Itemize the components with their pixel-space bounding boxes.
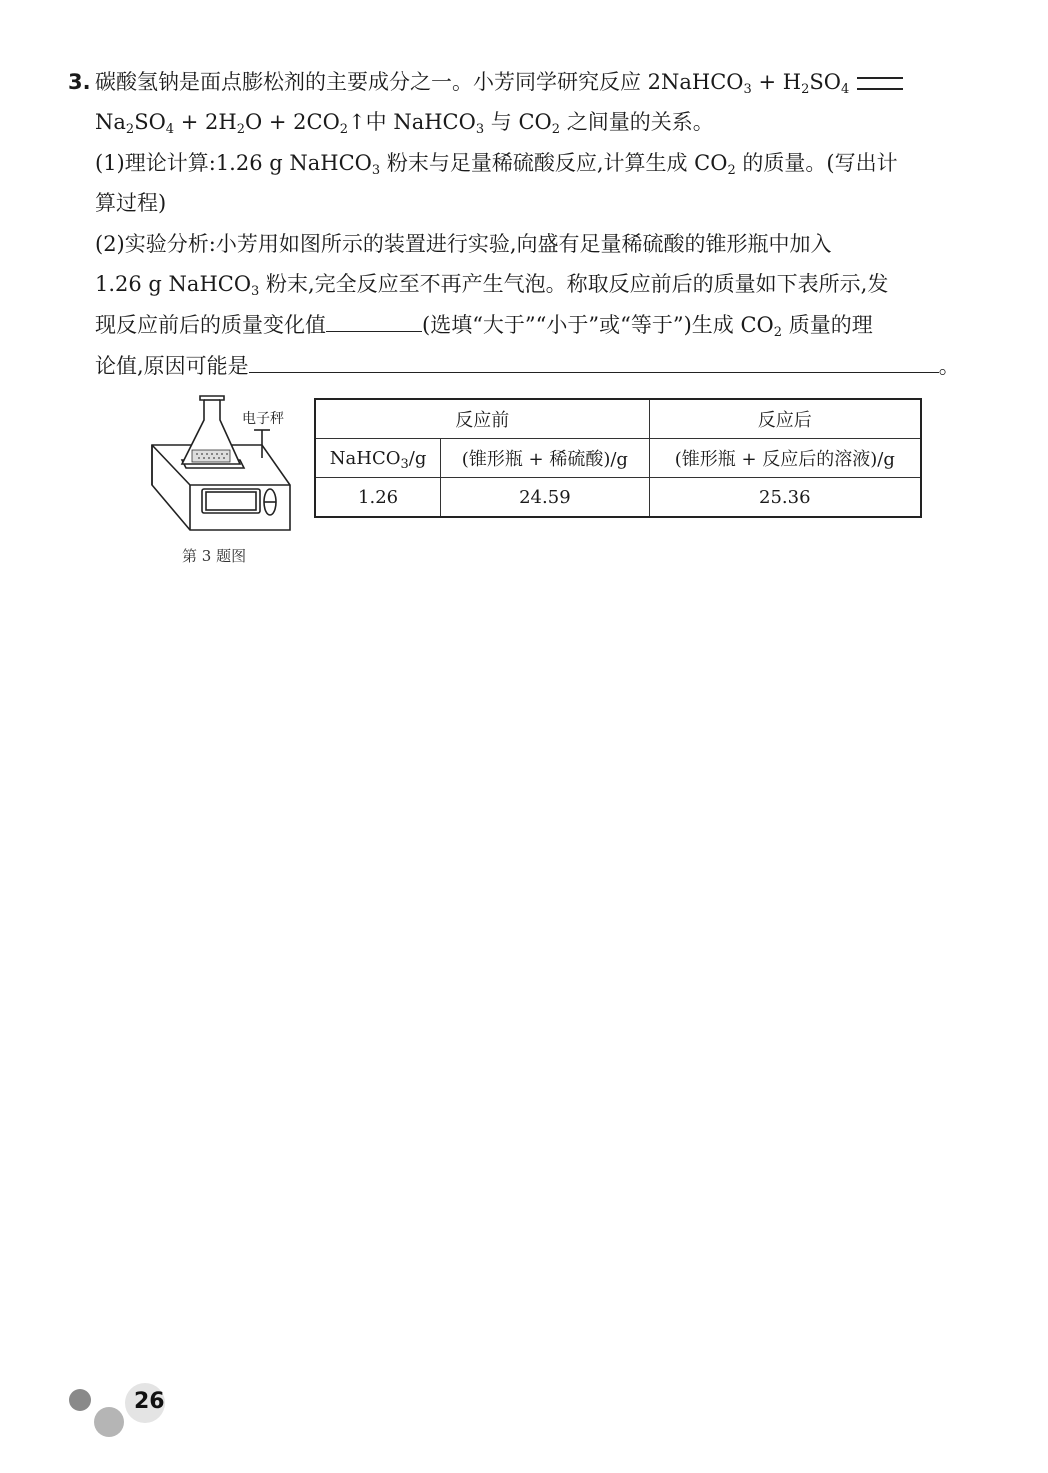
header-after: 反应后 xyxy=(649,399,921,439)
text: 。 xyxy=(938,354,960,378)
text: SO xyxy=(809,70,841,94)
scale-label: 电子秤 xyxy=(242,411,284,427)
equals-sign xyxy=(857,77,903,90)
subscript: 2 xyxy=(236,122,245,137)
page-number: 26 xyxy=(134,1389,165,1414)
table-row xyxy=(315,478,921,518)
text: 之间量的关系。 xyxy=(560,110,714,134)
subscript: 4 xyxy=(165,122,175,137)
page-dot-decoration xyxy=(94,1407,124,1437)
subscript: 3 xyxy=(371,163,381,178)
text: NaHCO xyxy=(329,447,401,469)
part1-line-1 xyxy=(95,143,898,183)
subscript: 3 xyxy=(475,122,485,137)
text: 论值,原因可能是 xyxy=(95,354,249,378)
table-cell: 25.36 xyxy=(649,478,921,518)
subscript: 2 xyxy=(339,122,349,137)
text: 1.26 g NaHCO xyxy=(95,272,252,296)
text: 粉末,完全反应至不再产生气泡。称取反应前后的质量如下表所示,发 xyxy=(259,272,889,296)
part2-line-2 xyxy=(95,264,888,304)
text: 与 CO xyxy=(484,110,552,134)
text: Na xyxy=(95,110,126,134)
header-before: 反应前 xyxy=(315,399,649,439)
text: 质量的理 xyxy=(782,313,873,337)
text: 碳酸氢钠是面点膨松剂的主要成分之一。小芳同学研究反应 2NaHCO xyxy=(95,70,744,94)
answer-blank-1[interactable] xyxy=(326,311,422,332)
subscript: 3 xyxy=(251,284,260,299)
page-dot-decoration xyxy=(69,1389,91,1411)
question-line-1 xyxy=(95,62,903,102)
table-header-row xyxy=(315,399,921,439)
part2-line-3 xyxy=(95,305,873,345)
text: (1)理论计算:1.26 g NaHCO xyxy=(95,151,372,175)
question-line-2 xyxy=(95,102,714,142)
subscript: 2 xyxy=(773,325,783,340)
text: ↑中 NaHCO xyxy=(348,110,476,134)
text: + H xyxy=(751,70,802,94)
part1-line-2: 算过程) xyxy=(95,191,167,215)
subscript: 2 xyxy=(727,163,736,178)
table-cell: 24.59 xyxy=(441,478,649,518)
figure-caption: 第 3 题图 xyxy=(182,547,247,565)
table-cell: 1.26 xyxy=(315,478,441,518)
subscript: 2 xyxy=(801,82,810,97)
subscript: 3 xyxy=(743,82,752,97)
question-number: 3. xyxy=(68,70,91,94)
text: (选填“大于”“小于”或“等于”)生成 CO xyxy=(422,313,774,337)
answer-blank-2[interactable] xyxy=(249,352,939,373)
col-header-flask-acid: (锥形瓶 + 稀硫酸)/g xyxy=(441,439,649,478)
part2-line-1: (2)实验分析:小芳用如图所示的装置进行实验,向盛有足量稀硫酸的锥形瓶中加入 xyxy=(95,232,832,256)
subscript: 2 xyxy=(551,122,561,137)
text: SO xyxy=(134,110,166,134)
data-table xyxy=(314,398,922,518)
table-subheader-row xyxy=(315,439,921,478)
text: + 2H xyxy=(174,110,237,134)
subscript: 2 xyxy=(125,122,135,137)
col-header-nahco3 xyxy=(315,439,441,478)
text: 的质量。(写出计 xyxy=(735,151,898,175)
subscript: 4 xyxy=(840,82,850,97)
text: /g xyxy=(408,447,427,469)
text: O + 2CO xyxy=(244,110,340,134)
text: 现反应前后的质量变化值 xyxy=(95,313,326,337)
text: 粉末与足量稀硫酸反应,计算生成 CO xyxy=(380,151,728,175)
col-header-flask-solution: (锥形瓶 + 反应后的溶液)/g xyxy=(649,439,921,478)
electronic-scale-figure xyxy=(142,390,302,540)
subscript: 3 xyxy=(400,456,409,472)
part2-line-4 xyxy=(95,346,960,386)
